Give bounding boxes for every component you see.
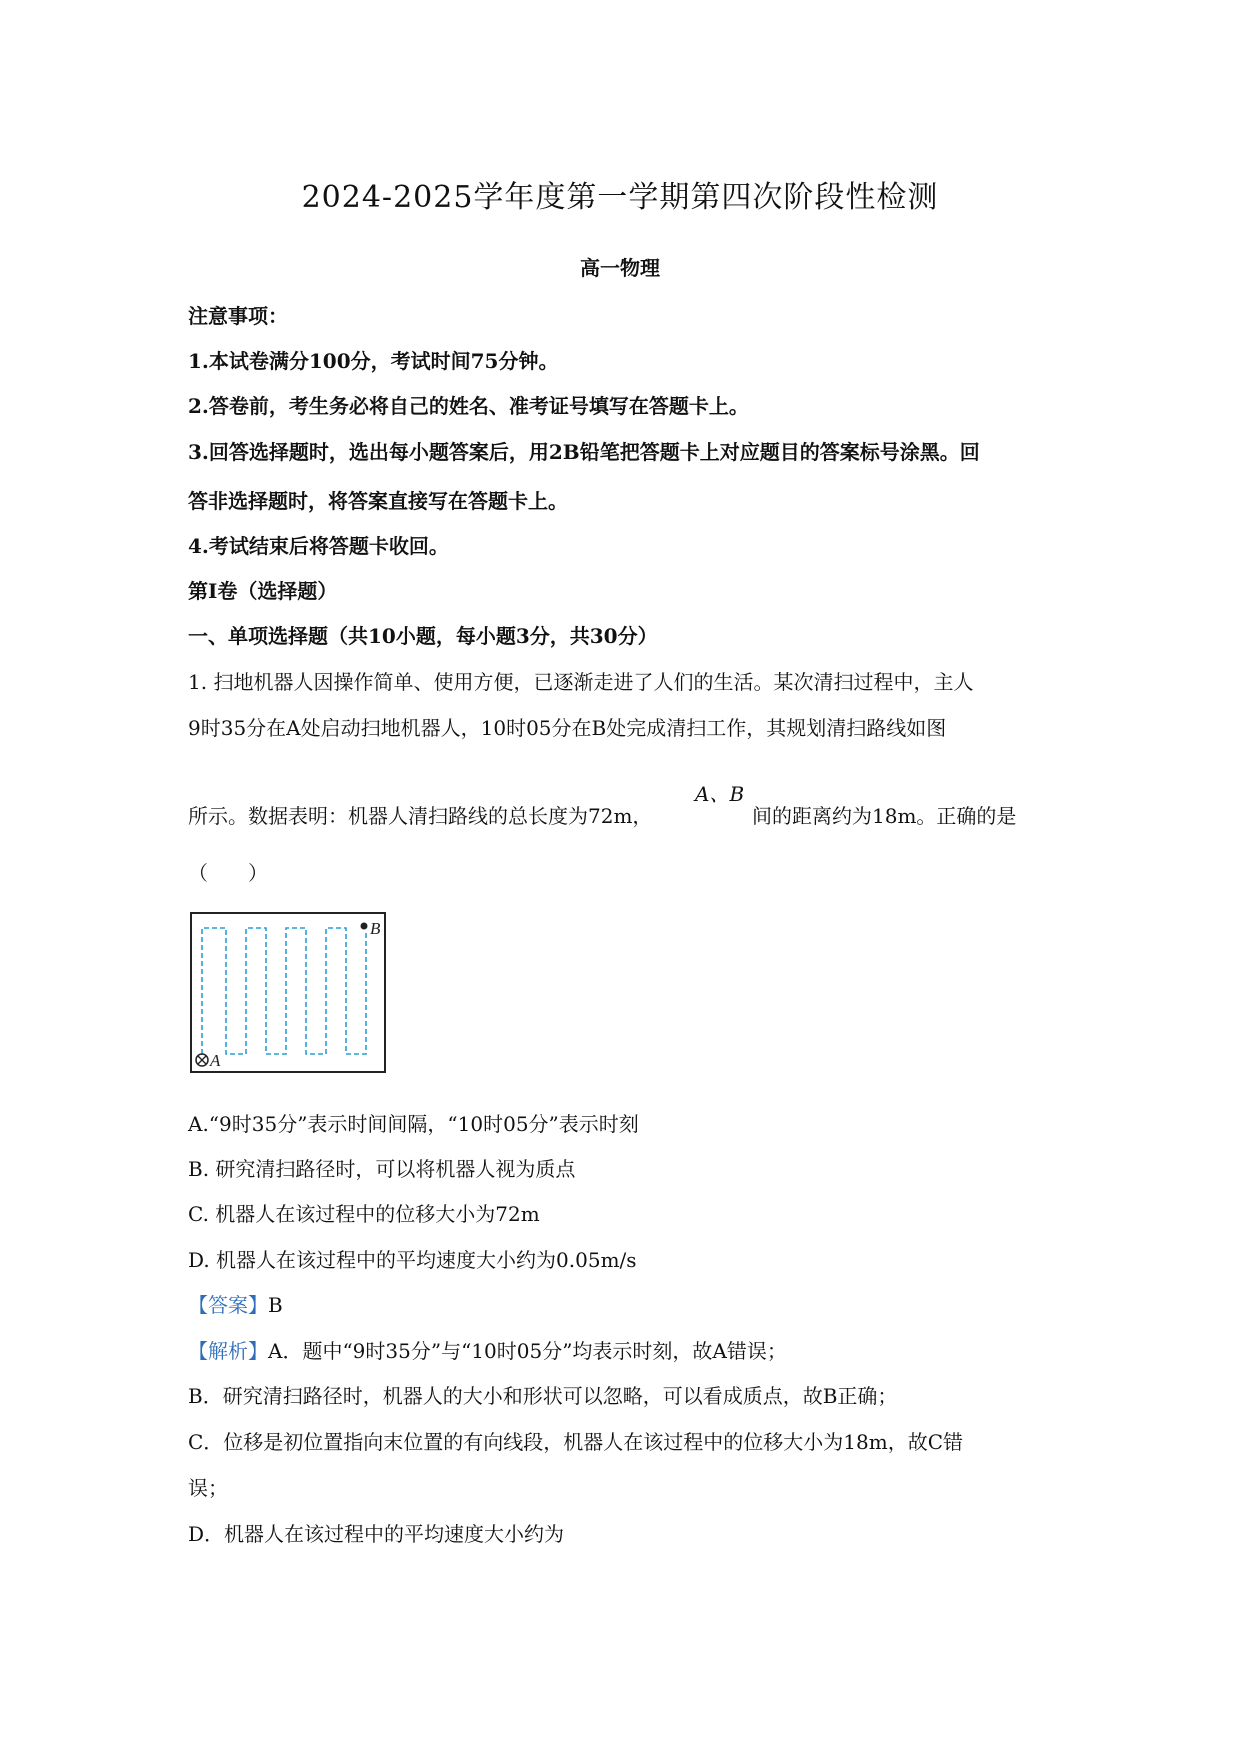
analysis-line-4: D．机器人在该过程中的平均速度大小约为: [188, 1522, 565, 1546]
option-d: D. 机器人在该过程中的平均速度大小约为0.05m/s: [188, 1248, 637, 1272]
analysis-line-2: B．研究清扫路径时，机器人的大小和形状可以忽略，可以看成质点，故B正确；: [188, 1384, 898, 1408]
question-stem-line-2: 9时35分在A处启动扫地机器人，10时05分在B处完成清扫工作，其规划清扫路线如图: [188, 716, 947, 740]
answer-tag: 【答案】: [188, 1293, 268, 1317]
question-stem-line-3b: 间的距离约为18m。正确的是: [752, 804, 1017, 828]
note-item-4: 4.考试结束后将答题卡收回。: [188, 534, 449, 558]
cleaning-path: [202, 928, 366, 1054]
note-item-1: 1.本试卷满分100分，考试时间75分钟。: [188, 349, 559, 373]
exam-subject: 高一物理: [580, 256, 660, 280]
exam-title: 2024-2025学年度第一学期第四次阶段性检测: [301, 180, 939, 215]
note-item-3-cont: 答非选择题时，将答案直接写在答题卡上。: [188, 489, 568, 513]
question-blank: （ ）: [188, 861, 268, 885]
room-outline: [191, 913, 385, 1072]
question-stem-line-3a: 所示。数据表明：机器人清扫路线的总长度为72m，: [188, 804, 653, 828]
option-a: A.“9时35分”表示时间间隔，“10时05分”表示时刻: [188, 1112, 639, 1136]
analysis-line-1: [188, 1335, 787, 1364]
cleaning-path-diagram: [190, 912, 390, 1077]
answer-line: [188, 1289, 283, 1318]
analysis-tag: 【解析】: [188, 1339, 268, 1363]
point-a-label: A: [210, 1051, 221, 1070]
question-stem-line-1: 1. 扫地机器人因操作简单、使用方便，已逐渐走进了人们的生活。某次清扫过程中，主人: [188, 670, 974, 694]
option-b: B. 研究清扫路径时，可以将机器人视为质点: [188, 1157, 576, 1181]
point-b-label: B: [370, 919, 381, 938]
answer-value: B: [268, 1293, 283, 1317]
part-heading: 第I卷（选择题）: [188, 579, 338, 603]
analysis-line-3: C．位移是初位置指向末位置的有向线段，机器人在该过程中的位移大小为18m，故C错: [188, 1430, 964, 1454]
analysis-text-1: A．题中“9时35分”与“10时05分”均表示时刻，故A错误；: [268, 1339, 787, 1363]
analysis-line-3-cont: 误；: [188, 1476, 228, 1500]
formula-a-b: A、B: [695, 782, 745, 806]
note-item-3: 3.回答选择题时，选出每小题答案后，用2B铅笔把答题卡上对应题目的答案标号涂黑。回: [188, 440, 980, 464]
note-item-2: 2.答卷前，考生务必将自己的姓名、准考证号填写在答题卡上。: [188, 394, 749, 418]
notes-heading: 注意事项：: [188, 304, 288, 328]
point-b-marker: [361, 923, 368, 930]
option-c: C. 机器人在该过程中的位移大小为72m: [188, 1202, 540, 1226]
section-heading: 一、单项选择题（共10小题，每小题3分，共30分）: [188, 624, 658, 648]
